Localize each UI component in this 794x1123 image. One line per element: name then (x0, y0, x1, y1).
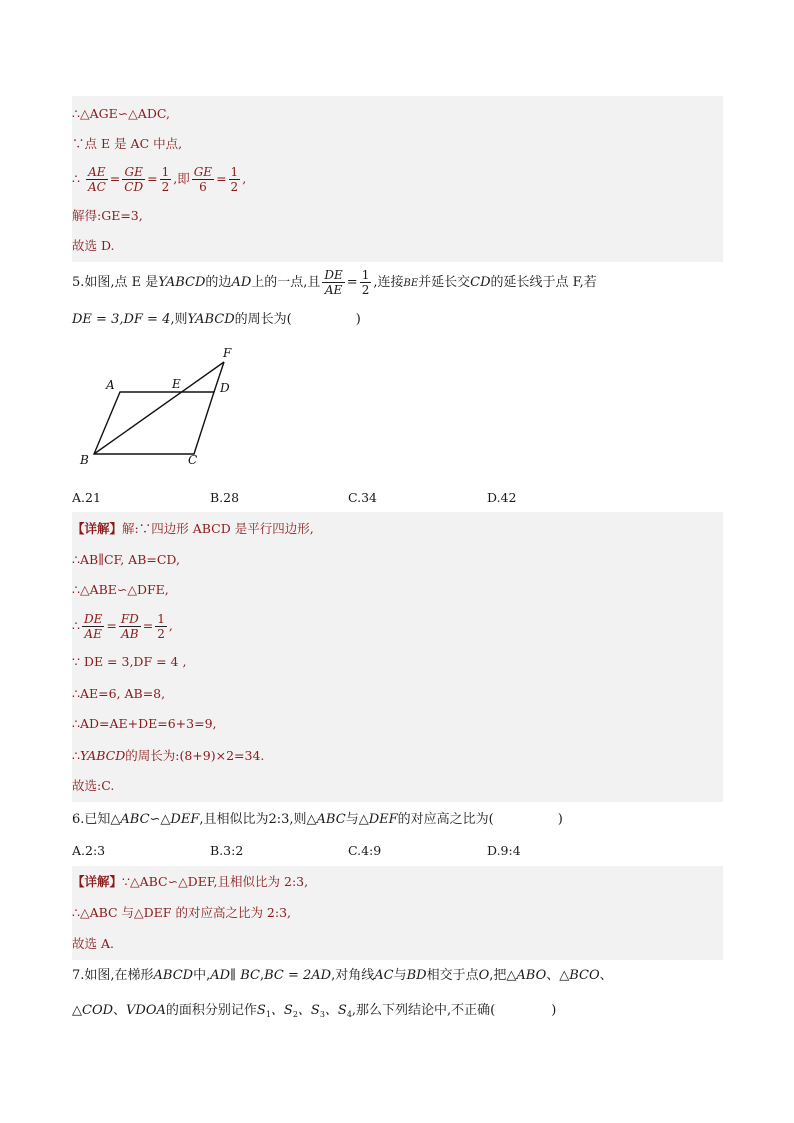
triangle-abc: △ABC (306, 812, 346, 827)
segment-ad: AD (231, 275, 252, 290)
triangle-def: △DEF (358, 812, 398, 827)
ad-parallel-bc: AD∥ BC (210, 968, 260, 983)
area-s4: 、S (324, 1003, 347, 1018)
therefore-symbol: ∴ (72, 748, 80, 763)
subscript: 2 (292, 1010, 298, 1019)
sol5-line-2: ∴AB∥CF, AB=CD, (72, 552, 180, 567)
sol4-line-5: 故选 D. (72, 238, 115, 253)
trapezoid-abcd: ABCD (153, 968, 194, 983)
q7-text: 、 (599, 968, 613, 983)
q7-text: 与 (393, 968, 407, 983)
label-f: F (223, 346, 232, 360)
q6-text: 的对应高之比为( (397, 812, 494, 827)
equals: = (216, 171, 227, 186)
similar-triangles: △ABC∽△DEF (110, 812, 200, 827)
parallelogram-abcd: YABCD (158, 275, 206, 290)
q5-text: 5.如图,点 E 是 (72, 275, 159, 290)
q6-option-a[interactable]: A.2:3 (72, 843, 106, 858)
q5-text: ,则 (170, 312, 188, 327)
comma: , (168, 618, 173, 633)
sol5-line-6: ∴AE=6, AB=8, (72, 686, 166, 701)
q6-text: 6.已知 (72, 812, 111, 827)
q5-option-b[interactable]: B.28 (210, 490, 240, 505)
question-7-line-1 (72, 964, 613, 988)
triangle-doa: VDOA (126, 1003, 166, 1018)
sol4-line-2: ∵点 E 是 AC 中点, (72, 136, 183, 151)
solution-6-block (72, 866, 723, 960)
q6-option-d[interactable]: D.9:4 (487, 843, 521, 858)
close-paren: ) (355, 312, 361, 327)
close-paren: ) (551, 1003, 557, 1018)
q5-text: 并延长交 (418, 275, 471, 290)
given-de-df: DE = 3,DF = 4 (72, 312, 171, 327)
q7-text: , (259, 968, 265, 983)
therefore-symbol: ∴ (72, 171, 80, 186)
q5-text: 的周长为( (234, 312, 292, 327)
q7-text: 中, (193, 968, 211, 983)
detail-tag: 【详解】 (72, 521, 123, 536)
label-d: D (220, 381, 230, 395)
subscript: 1 (265, 1010, 271, 1019)
q5-option-c[interactable]: C.34 (348, 490, 377, 505)
q5-text: 的延长线于点 F,若 (490, 275, 597, 290)
bc-equals-2ad: BC = 2AD (264, 968, 332, 983)
label-b: B (80, 453, 89, 467)
sol5-line-8 (72, 742, 264, 770)
q5-option-d[interactable]: D.42 (487, 490, 517, 505)
solution-4-block (72, 96, 723, 262)
equals: = (346, 275, 358, 290)
subscript: 4 (346, 1010, 352, 1019)
sol5-line-5: ∵ DE = 3,DF = 4 , (72, 654, 187, 669)
area-s3: 、S (297, 1003, 320, 1018)
sol6-line-1 (72, 868, 308, 896)
area-s1: S (256, 1003, 266, 1018)
label-e: E (172, 377, 181, 391)
close-paren: ) (557, 812, 563, 827)
question-5-line-1 (72, 266, 597, 300)
parallelogram-abcd-shape (94, 392, 214, 454)
sol5-line-3: ∴△ABE∽△DFE, (72, 582, 169, 597)
sol4-line-1: ∴△AGE∽△ADC, (72, 106, 170, 121)
sol4-line-3 (72, 162, 246, 196)
q6-option-b[interactable]: B.3:2 (210, 843, 244, 858)
q5-text: 的边 (205, 275, 232, 290)
fraction-fd-ab: $\frac{FD}{AB}$ (120, 612, 139, 641)
sol4-text-ji: ,即 (173, 171, 190, 186)
sol5-line-7: ∴AD=AE+DE=6+3=9, (72, 716, 217, 731)
sol5-line-9: 故选:C. (72, 778, 115, 793)
diagonal-ac: AC (374, 968, 394, 983)
fraction-de-ae: $\frac{DE}{AE}$ (324, 268, 343, 297)
fraction-ge-6: $\frac{GE}{6}$ (193, 165, 213, 194)
fraction-half: $\frac{1}{2}$ (361, 268, 370, 297)
q5-text: 上的一点,且 (251, 275, 321, 290)
equals: = (142, 618, 154, 633)
sol5-line-1 (72, 515, 314, 543)
equals: = (106, 618, 117, 633)
q6-option-c[interactable]: C.4:9 (348, 843, 382, 858)
segment-be: BE (403, 278, 419, 289)
comma: , (242, 171, 247, 186)
fraction-half: $\frac{1}{2}$ (157, 612, 165, 641)
fraction-ge-cd: $\frac{GE}{CD}$ (124, 165, 144, 194)
q6-text: 与 (345, 812, 359, 827)
q7-text: 7.如图,在梯形 (72, 968, 154, 983)
parallelogram-figure (76, 342, 236, 472)
parallelogram-abcd: YABCD (187, 312, 235, 327)
segment-cd: CD (470, 275, 491, 290)
triangle-bco: △BCO (559, 968, 600, 983)
area-s2: 、S (270, 1003, 293, 1018)
sol5-text: 解:∵四边形 ABCD 是平行四边形, (122, 521, 314, 536)
q7-text: 、 (546, 968, 560, 983)
fraction-half: $\frac{1}{2}$ (230, 165, 239, 194)
triangle-abo: △ABO (506, 968, 547, 983)
sol6-line-2: ∴△ABC 与△DEF 的对应高之比为 2:3, (72, 905, 292, 920)
fraction-de-ae: $\frac{DE}{AE}$ (83, 612, 103, 641)
equals: = (109, 171, 121, 186)
therefore-symbol: ∴ (72, 618, 80, 633)
triangle-cod: △COD (72, 1003, 114, 1018)
label-c: C (188, 453, 198, 467)
equals: = (147, 171, 158, 186)
sol6-text: ∵△ABC∽△DEF,且相似比为 2:3, (122, 874, 309, 889)
question-6 (72, 808, 563, 832)
sol4-line-4: 解得:GE=3, (72, 208, 143, 223)
parallelogram-abcd: YABCD (79, 748, 126, 763)
sol5-text: 的周长为:(8+9)×2=34. (125, 748, 265, 763)
point-o: O (478, 968, 490, 983)
diagonal-bd: BD (406, 968, 427, 983)
q7-text: 、 (113, 1003, 127, 1018)
question-5-line-2 (72, 308, 361, 332)
question-7-line-2 (72, 998, 556, 1024)
q7-text: ,对角线 (331, 968, 375, 983)
subscript: 3 (319, 1010, 325, 1019)
q7-text: ,把 (489, 968, 507, 983)
q6-text: ,且相似比为2:3,则 (199, 812, 307, 827)
detail-tag: 【详解】 (72, 874, 123, 889)
sol6-line-3: 故选 A. (72, 936, 114, 951)
solution-5-block (72, 512, 723, 802)
q7-text: 的面积分别记作 (165, 1003, 257, 1018)
fraction-ae-ac: $\frac{AE}{AC}$ (87, 165, 106, 194)
q7-text: ,那么下列结论中,不正确( (351, 1003, 496, 1018)
q7-text: 相交于点 (426, 968, 479, 983)
label-a: A (106, 378, 115, 392)
q5-text: ,连接 (373, 275, 404, 290)
fraction-half: $\frac{1}{2}$ (161, 165, 170, 194)
q5-option-a[interactable]: A.21 (72, 490, 101, 505)
sol5-line-4 (72, 608, 173, 644)
